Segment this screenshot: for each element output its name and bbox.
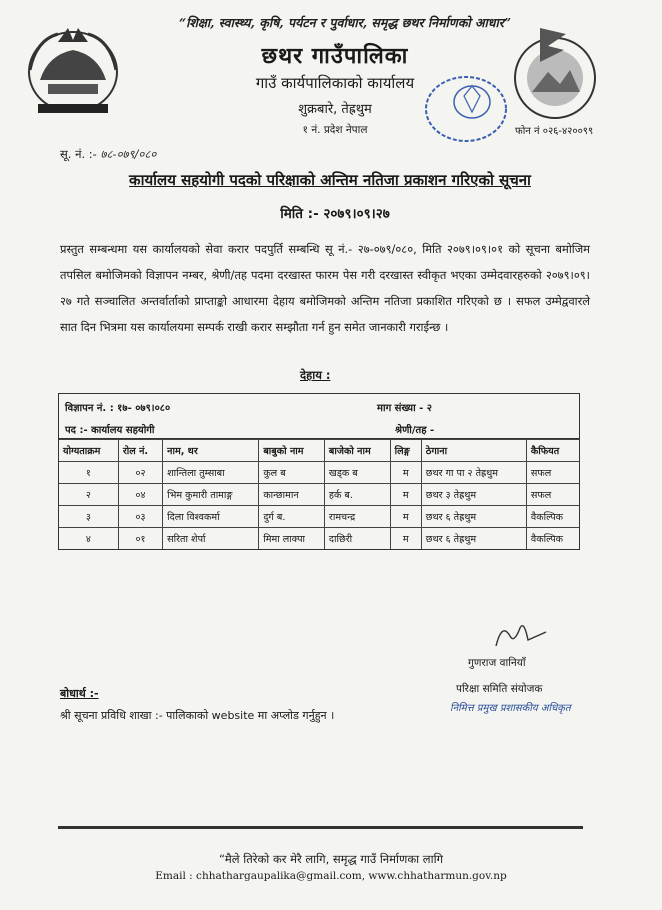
table-cell: सरिता शेर्पा bbox=[163, 528, 259, 550]
office-stamp-icon bbox=[420, 72, 512, 146]
signatory-role: परिक्षा समिति संयोजक bbox=[456, 683, 543, 695]
office-name: गाउँ कार्यपालिकाको कार्यालय bbox=[255, 74, 415, 92]
table-cell: ४ bbox=[59, 528, 118, 550]
column-header: ठेगाना bbox=[421, 440, 526, 462]
table-cell: ३ bbox=[59, 506, 118, 528]
table-cell: म bbox=[390, 462, 421, 484]
table-cell: भिम कुमारी तामाङ्ग bbox=[163, 484, 259, 506]
signatory-name: गुणराज वानियाँ bbox=[468, 657, 526, 669]
table-cell: कान्छामान bbox=[259, 484, 325, 506]
nepal-emblem-logo bbox=[18, 20, 128, 120]
table-cell: छथर गा पा २ तेह्रथुम bbox=[421, 462, 526, 484]
notice-body: प्रस्तुत सम्बन्धमा यस कार्यालयको सेवा करार पदपुर्ति सम्बन्धि सू नं.- २७-०७९/०८०, मिति २०७९।०९।०१ को सूचना बमोजिम तपसिल बमोजिमको विज्ञापन नम्बर, श्रेणी/तह पदमा दरखास्त फारम पेस गरी दरखास्त स्वीकृत भएका उम्मेदवारहरुको २०७९।०९।२७ गते सञ्चालित अन्तर्वार्ताको प्राप्ताङ्को आधारमा देहाय बमोजिमको अन्तिम नतिजा प्रकाशित गरिएको छ । सफल उम्मेद्ववारले सात दिन भित्रमा यस कार्यालयमा सम्पर्क राखी करार सम्झौता गर्न हुन समेत जानकारी गराईन्छ । bbox=[60, 242, 590, 334]
post-name: पद :- कार्यालय सहयोगी bbox=[65, 425, 155, 436]
municipality-flag-logo bbox=[510, 22, 600, 126]
table-cell: सफल bbox=[526, 484, 579, 506]
column-header: योग्यताक्रम bbox=[59, 440, 118, 462]
column-header: नाम, थर bbox=[163, 440, 259, 462]
notice-date: मिति :- २०७९।०९।२७ bbox=[280, 206, 390, 222]
table-row bbox=[59, 484, 579, 506]
table-body bbox=[59, 462, 579, 550]
column-header: बाबुको नाम bbox=[259, 440, 325, 462]
column-header: कैफियत bbox=[526, 440, 579, 462]
table-cell: वैकल्पिक bbox=[526, 528, 579, 550]
results-grid bbox=[59, 439, 579, 549]
table-cell: दुर्ग ब. bbox=[259, 506, 325, 528]
cc-text: श्री सूचना प्रविधि शाखा :- पालिकाको website मा अप्लोड गर्नुहुन । bbox=[60, 709, 335, 722]
table-header-row bbox=[59, 440, 579, 462]
level: श्रेणी/तह - bbox=[395, 425, 435, 436]
table-cell: छथर ३ तेह्रथुम bbox=[421, 484, 526, 506]
table-cell: ०३ bbox=[118, 506, 162, 528]
table-cell: मिमा लाक्पा bbox=[259, 528, 325, 550]
notice-headline: कार्यालय सहयोगी पदको परिक्षाको अन्तिम नतिजा प्रकाशन गरिएको सूचना bbox=[129, 171, 531, 189]
motto: “शिक्षा, स्वास्थ्य, कृषि, पर्यटन र पुर्वाधार, समृद्ध छथर निर्माणको आधार” bbox=[178, 15, 512, 30]
column-header: बाजेको नाम bbox=[324, 440, 390, 462]
table-cell: २ bbox=[59, 484, 118, 506]
office-location: शुक्रबारे, तेह्रथुम bbox=[298, 102, 372, 117]
table-cell: वैकल्पिक bbox=[526, 506, 579, 528]
reference-label: सू. नं. :- bbox=[60, 147, 97, 161]
table-cell: ०१ bbox=[118, 528, 162, 550]
signature-icon bbox=[490, 618, 550, 652]
table-cell: शान्तिला तुम्साबा bbox=[163, 462, 259, 484]
table-cell: छथर ६ तेह्रथुम bbox=[421, 506, 526, 528]
footer-contact: Email : chhathargaupalika@gmail.com, www.chhatharmun.gov.np bbox=[155, 870, 507, 882]
column-header: लिङ्ग bbox=[390, 440, 421, 462]
signatory-stamp: निमित्त प्रमुख प्रशासकीय अधिकृत bbox=[450, 703, 571, 714]
cc-label: बोधार्थ :- bbox=[60, 687, 99, 700]
reference-line bbox=[60, 147, 156, 162]
table-cell: छथर ६ तेह्रथुम bbox=[421, 528, 526, 550]
footer-quote: “मैले तिरेको कर मेरै लागि, समृद्ध गाउँ निर्माणका लागि bbox=[218, 852, 444, 866]
organization-name: छथर गाउँपालिका bbox=[261, 44, 409, 69]
table-cell: दाछिरी bbox=[324, 528, 390, 550]
table-cell: १ bbox=[59, 462, 118, 484]
table-cell: खड्क ब bbox=[324, 462, 390, 484]
table-cell: सफल bbox=[526, 462, 579, 484]
table-cell: ०४ bbox=[118, 484, 162, 506]
table-cell: म bbox=[390, 506, 421, 528]
table-cell: म bbox=[390, 484, 421, 506]
table-row bbox=[59, 528, 579, 550]
table-row bbox=[59, 462, 579, 484]
schedule-label: देहाय : bbox=[300, 368, 331, 382]
reference-number: ७८-०७९/०८० bbox=[100, 147, 157, 161]
table-cell: कुल ब bbox=[259, 462, 325, 484]
table-cell: रामचन्द्र bbox=[324, 506, 390, 528]
vacancy-info bbox=[59, 394, 579, 439]
table-row bbox=[59, 506, 579, 528]
ad-number: विज्ञापन नं. : १७- ०७९।०८० bbox=[65, 403, 171, 414]
table-cell: ०२ bbox=[118, 462, 162, 484]
demand-count: माग संख्या - २ bbox=[377, 403, 432, 414]
footer-divider bbox=[58, 826, 583, 829]
column-header: रोल नं. bbox=[118, 440, 162, 462]
phone-number: फोन नं ०२६-४२००९९ bbox=[515, 126, 594, 137]
table-cell: म bbox=[390, 528, 421, 550]
table-cell: हर्क ब. bbox=[324, 484, 390, 506]
table-cell: दिला विश्वकर्मा bbox=[163, 506, 259, 528]
province: १ नं. प्रदेश नेपाल bbox=[302, 124, 368, 136]
results-table bbox=[58, 393, 580, 550]
